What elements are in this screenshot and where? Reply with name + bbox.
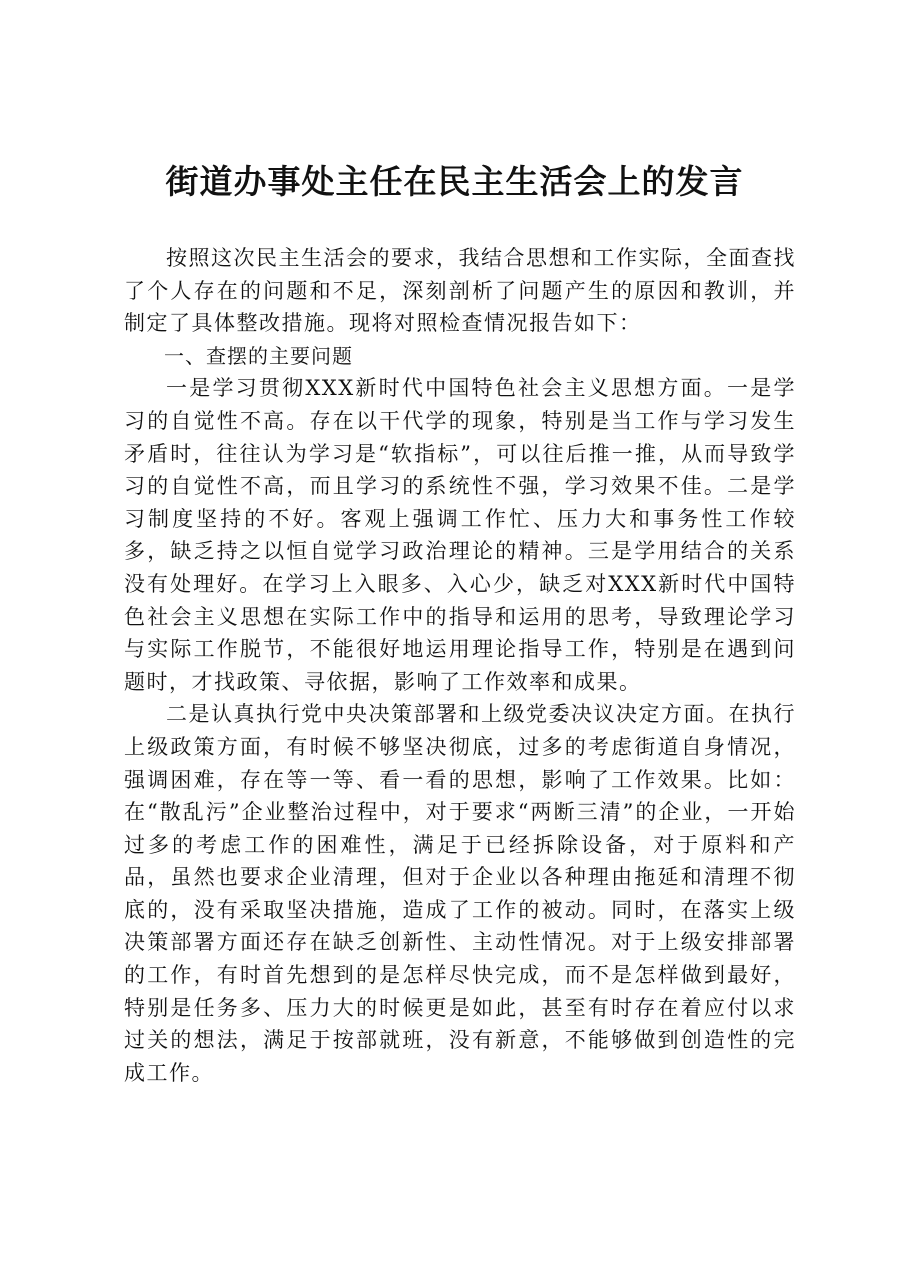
document-title: 街道办事处主任在民主生活会上的发言: [165, 162, 744, 201]
document-body: [124, 242, 796, 1089]
intro-paragraph: 按照这次民主生活会的要求，我结合思想和工作实际，全面查找了个人存在的问题和不足，深刻剖析了问题产生的原因和教训，并制定了具体整改措施。现将对照检查情况报告如下：: [124, 246, 796, 336]
paragraph-execution: 二是认真执行党中央决策部署和上级党委决议决定方面。在执行上级政策方面，有时候不够坚决彻底，过多的考虑街道自身情况，强调困难，存在等一等、看一看的思想，影响了工作效果。比如：在“散乱污”企业整治过程中，对于要求“两断三清”的企业，一开始过多的考虑工作的困难性，满足于已经拆除设备，对于原料和产品，虽然也要求企业清理，但对于企业以各种理由拖延和清理不彻底的，没有采取坚决措施，造成了工作的被动。同时，在落实上级决策部署方面还存在缺乏创新性、主动性情况。对于上级安排部署的工作，有时首先想到的是怎样尽快完成，而不是怎样做到最好，特别是任务多、压力大的时候更是如此，甚至有时存在着应付以求过关的想法，满足于按部就班，没有新意，不能够做到创造性的完成工作。: [124, 702, 796, 1085]
paragraph-study: 一是学习贯彻XXX新时代中国特色社会主义思想方面。一是学习的自觉性不高。存在以干代学的现象，特别是当工作与学习发生矛盾时，往往认为学习是“软指标”，可以往后推一推，从而导致学习的自觉性不高，而且学习的系统性不强，学习效果不佳。二是学习制度坚持的不好。客观上强调工作忙、压力大和事务性工作较多，缺乏持之以恒自觉学习政治理论的精神。三是学用结合的关系没有处理好。在学习上入眼多、入心少，缺乏对XXX新时代中国特色社会主义思想在实际工作中的指导和运用的思考，导致理论学习与实际工作脱节，不能很好地运用理论指导工作，特别是在遇到问题时，才找政策、寻依据，影响了工作效率和成果。: [124, 376, 796, 694]
section-heading: 一、查摆的主要问题: [164, 343, 353, 368]
